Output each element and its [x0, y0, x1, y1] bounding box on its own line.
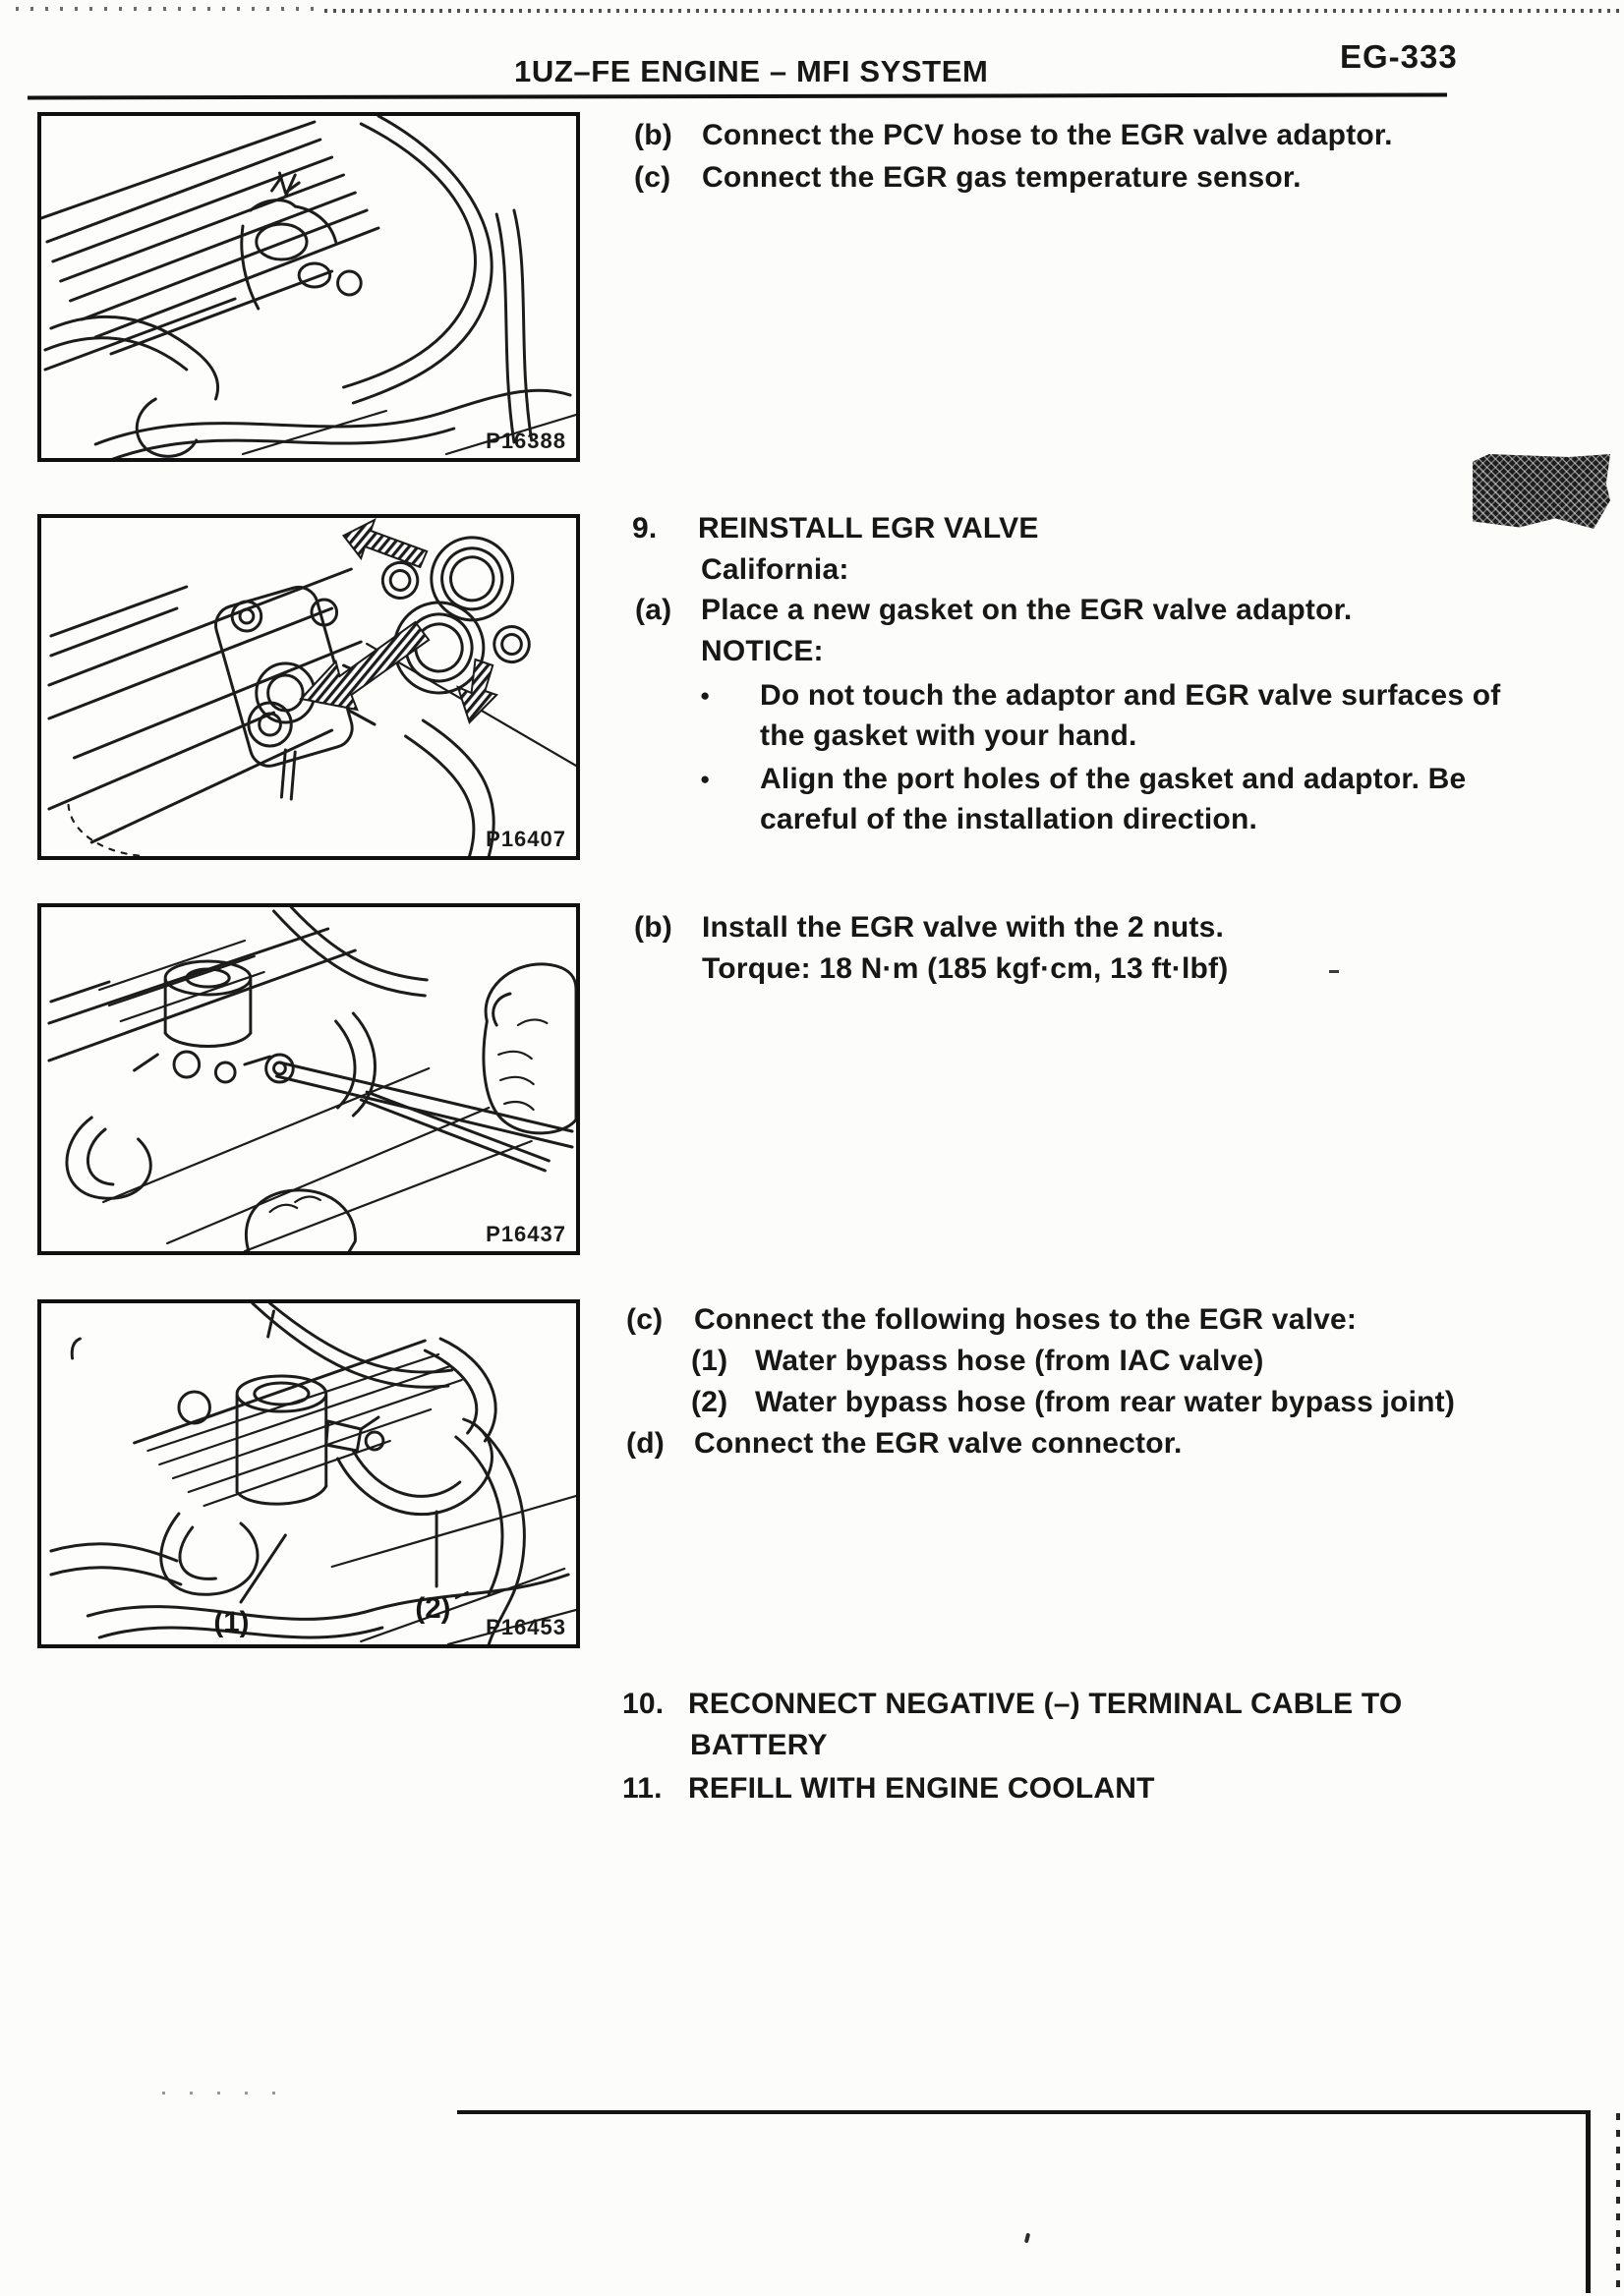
scan-speck [1024, 2233, 1030, 2244]
step-number: 11. [622, 1772, 663, 1805]
list-text: Water bypass hose (from IAC valve) [755, 1345, 1264, 1377]
step9-heading [632, 511, 1039, 546]
notice-text: Do not touch the adaptor and EGR valve surfaces of [760, 679, 1501, 712]
bullet-icon: ● [700, 686, 711, 705]
list-text: Install the EGR valve with the 2 nuts. [702, 911, 1225, 944]
header-rule [28, 92, 1447, 99]
figure-label: P16437 [486, 1222, 566, 1246]
scan-dots-bottom-left [162, 2092, 280, 2095]
scan-dots-top-left [16, 7, 317, 11]
notice-label: NOTICE: [701, 635, 824, 667]
scan-edge-line [457, 2110, 1590, 2114]
figure-label: P16453 [486, 1615, 566, 1639]
step10-line2: BATTERY [690, 1729, 828, 1761]
page-number: EG-333 [1340, 38, 1458, 75]
step-number: 10. [622, 1688, 665, 1720]
page-title: 1UZ–FE ENGINE – MFI SYSTEM [514, 54, 989, 88]
list-text: Connect the EGR valve connector. [694, 1427, 1183, 1460]
notice-item-1-line2: the gasket with your hand. [760, 719, 1137, 752]
engine-illustration-torque-wrench [41, 907, 576, 1251]
notice-item-2 [700, 762, 1466, 797]
list-text: Connect the following hoses to the EGR valve: [694, 1303, 1358, 1336]
step9c-sub2 [691, 1385, 1455, 1420]
list-text: Water bypass hose (from rear water bypass joint) [755, 1386, 1456, 1418]
figure-box-2 [37, 514, 580, 860]
notice-item-1 [700, 678, 1500, 714]
notice-text: Align the port holes of the gasket and adaptor. Be [760, 763, 1467, 795]
figure-label: P16388 [486, 429, 566, 453]
scan-speck [1329, 970, 1339, 973]
intro-line-c [634, 160, 1302, 196]
callout-2: (2) [415, 1591, 451, 1626]
figure-label: P16407 [486, 827, 566, 851]
bullet-icon: ● [700, 770, 711, 788]
callout-1: (1) [213, 1605, 250, 1639]
step9d-line [626, 1426, 1183, 1462]
list-text: Connect the EGR gas temperature sensor. [702, 161, 1302, 194]
engine-illustration-egr-gasket [41, 518, 576, 856]
scan-dots-top [324, 9, 1620, 13]
step-title: REFILL WITH ENGINE COOLANT [688, 1772, 1155, 1805]
install-direction-arrow-up [343, 520, 427, 567]
torque-spec: Torque: 18 N·m (185 kgf·cm, 13 ft·lbf) [702, 952, 1229, 985]
list-label: (b) [634, 911, 672, 944]
scan-edge-dashes [1616, 2113, 1620, 2296]
list-text: Connect the PCV hose to the EGR valve adaptor. [702, 119, 1393, 151]
list-label: (d) [626, 1427, 665, 1460]
step11-heading [622, 1771, 1155, 1807]
step9a-line [635, 593, 1352, 628]
list-label: (c) [626, 1303, 664, 1336]
list-text: Place a new gasket on the EGR valve adaptor. [701, 594, 1353, 626]
list-label: (c) [634, 161, 671, 194]
notice-item-2-line2: careful of the installation direction. [760, 803, 1257, 835]
step9-subtitle: California: [701, 553, 849, 586]
step9c-line [626, 1302, 1357, 1338]
section-tab-marker [1473, 454, 1610, 529]
scan-edge-vline [1586, 2110, 1591, 2293]
step-title: REINSTALL EGR VALVE [698, 512, 1039, 545]
list-label: (2) [691, 1386, 728, 1418]
list-label: (1) [691, 1345, 728, 1377]
step9c-sub1 [691, 1344, 1264, 1379]
step9b-line [634, 910, 1224, 946]
step10-heading [622, 1687, 1402, 1722]
list-label: (a) [635, 594, 672, 626]
step-title: RECONNECT NEGATIVE (–) TERMINAL CABLE TO [688, 1688, 1403, 1720]
figure-box-3 [37, 903, 580, 1255]
figure-box-1 [37, 112, 580, 462]
step-number: 9. [632, 512, 658, 545]
intro-line-b [634, 118, 1393, 153]
figure-box-4 [37, 1299, 580, 1648]
list-label: (b) [634, 119, 672, 151]
engine-illustration-pcv-hose [41, 116, 576, 458]
engine-illustration-water-bypass-hoses [41, 1303, 576, 1644]
